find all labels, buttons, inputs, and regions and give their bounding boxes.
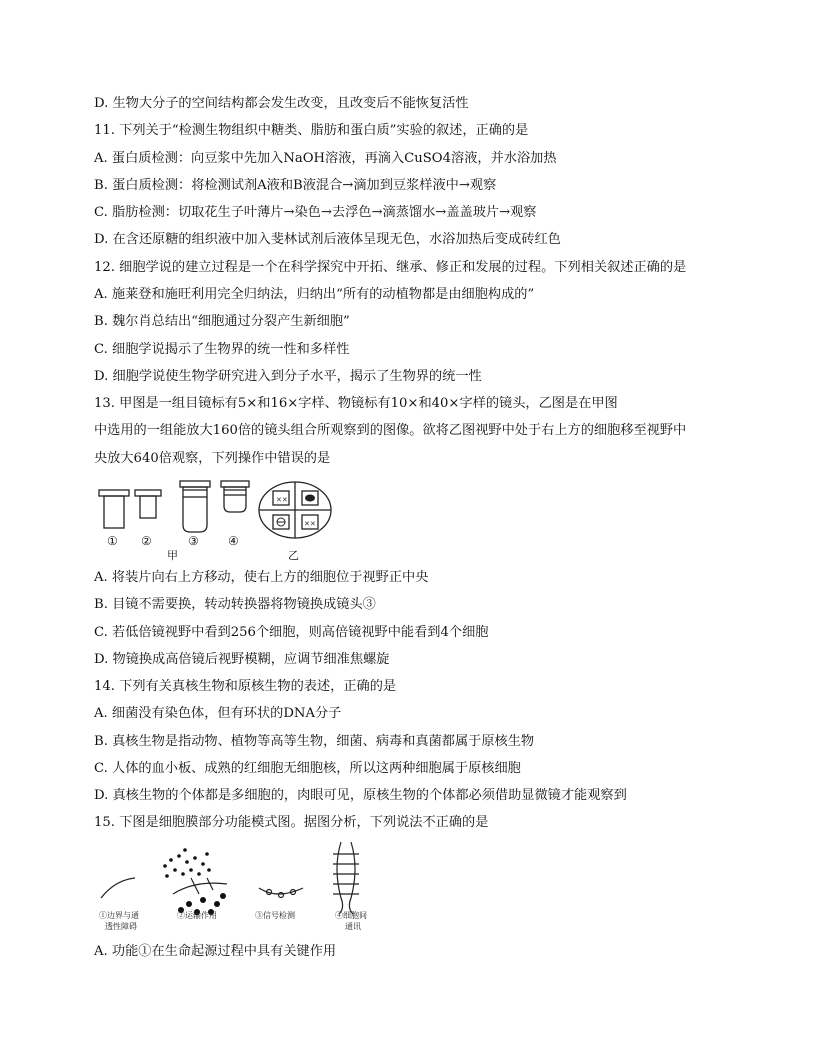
q13-option-b: B. 目镜不需要换，转动转换器将物镜换成镜头③	[94, 597, 376, 612]
svg-text:✕✕: ✕✕	[304, 520, 316, 528]
q13-stem-line1: 13. 甲图是一组目镜标有5×和16×字样、物镜标有10×和40×字样的镜头，乙图是在甲图	[94, 396, 618, 411]
q11-option-a: A. 蛋白质检测：向豆浆中先加入NaOH溶液，再滴入CuSO4溶液，并水浴加热	[94, 151, 557, 166]
q13-stem-line2: 中选用的一组能放大160倍的镜头组合所观察到的图像。欲将乙图视野中处于右上方的细胞移至视野中	[94, 423, 687, 438]
q14-option-c: C. 人体的血小板、成熟的红细胞无细胞核，所以这两种细胞属于原核细胞	[94, 761, 521, 776]
lens-label-3: ③	[188, 534, 199, 548]
q12-stem: 12. 细胞学说的建立过程是一个在科学探究中开拓、继承、修正和发展的过程。下列相关叙述正确的是	[94, 260, 687, 275]
caption-function-1b: 透性障碍	[105, 922, 137, 931]
objective-lens-3	[180, 481, 210, 532]
q10-option-d: D. 生物大分子的空间结构都会发生改变，且改变后不能恢复活性	[94, 96, 469, 111]
objective-lens-4	[221, 481, 249, 512]
caption-function-4a: ④细胞间	[335, 911, 367, 920]
q13-stem-line3: 央放大640倍观察，下列操作中错误的是	[94, 451, 331, 466]
q14-option-b: B. 真核生物是指动物、植物等高等生物，细菌、病毒和真菌都属于原核生物	[94, 734, 535, 749]
communication-membrane-1	[337, 842, 343, 914]
q11-option-d: D. 在含还原糖的组织液中加入斐林试剂后液体呈现无色，水浴加热后变成砖红色	[94, 232, 561, 247]
q15-figure	[95, 838, 395, 934]
q11-option-b: B. 蛋白质检测：将检测试剂A液和B液混合→滴加到豆浆样液中→观察	[94, 178, 497, 193]
boundary-membrane-arc	[101, 878, 135, 898]
communication-membrane-2	[349, 842, 355, 914]
figure-jia-label: 甲	[167, 549, 178, 562]
q15-stem: 15. 下图是细胞膜部分功能模式图。据图分析，下列说法不正确的是	[94, 815, 489, 830]
transport-particles	[163, 848, 226, 915]
eyepiece-lens-1	[99, 490, 129, 496]
lens-label-4: ④	[228, 534, 239, 548]
caption-function-3: ③信号检测	[255, 911, 295, 920]
q13-option-c: C. 若低倍镜视野中看到256个细胞，则高倍镜视野中能看到4个细胞	[94, 625, 489, 640]
q11-option-c: C. 脂肪检测：切取花生子叶薄片→染色→去浮色→滴蒸馏水→盖盖玻片→观察	[94, 205, 537, 220]
q11-stem: 11. 下列关于“检测生物组织中糖类、脂肪和蛋白质”实验的叙述，正确的是	[94, 123, 529, 138]
caption-function-2: ②运输作用	[177, 911, 217, 920]
q13-option-d: D. 物镜换成高倍镜后视野模糊，应调节细准焦螺旋	[94, 652, 390, 667]
q12-option-a: A. 施莱登和施旺利用完全归纳法，归纳出“所有的动植物都是由细胞构成的”	[94, 287, 535, 302]
figure-yi-label: 乙	[288, 549, 299, 562]
transport-membrane-arc	[173, 883, 227, 894]
svg-text:✕✕: ✕✕	[276, 496, 288, 504]
eyepiece-lens-2	[135, 490, 161, 496]
caption-function-4b: 通讯	[345, 922, 361, 931]
field-of-view-circle	[259, 482, 331, 538]
caption-function-1a: ①边界与通	[99, 911, 139, 920]
q12-option-b: B. 魏尔肖总结出“细胞通过分裂产生新细胞”	[94, 314, 350, 329]
q14-option-d: D. 真核生物的个体都是多细胞的，肉眼可见，原核生物的个体都必须借助显微镜才能观察到	[94, 788, 627, 803]
lens-label-2: ②	[141, 534, 152, 548]
q12-option-c: C. 细胞学说揭示了生物界的统一性和多样性	[94, 342, 350, 357]
q14-stem: 14. 下列有关真核生物和原核生物的表述，正确的是	[94, 679, 397, 694]
q12-option-d: D. 细胞学说使生物学研究进入到分子水平，揭示了生物界的统一性	[94, 369, 482, 384]
q13-option-a: A. 将装片向右上方移动，使右上方的细胞位于视野正中央	[94, 570, 429, 585]
q13-figure	[95, 478, 345, 562]
q14-option-a: A. 细菌没有染色体，但有环状的DNA分子	[94, 706, 342, 721]
q15-option-a: A. 功能①在生命起源过程中具有关键作用	[94, 944, 337, 959]
lens-label-1: ①	[107, 534, 118, 548]
